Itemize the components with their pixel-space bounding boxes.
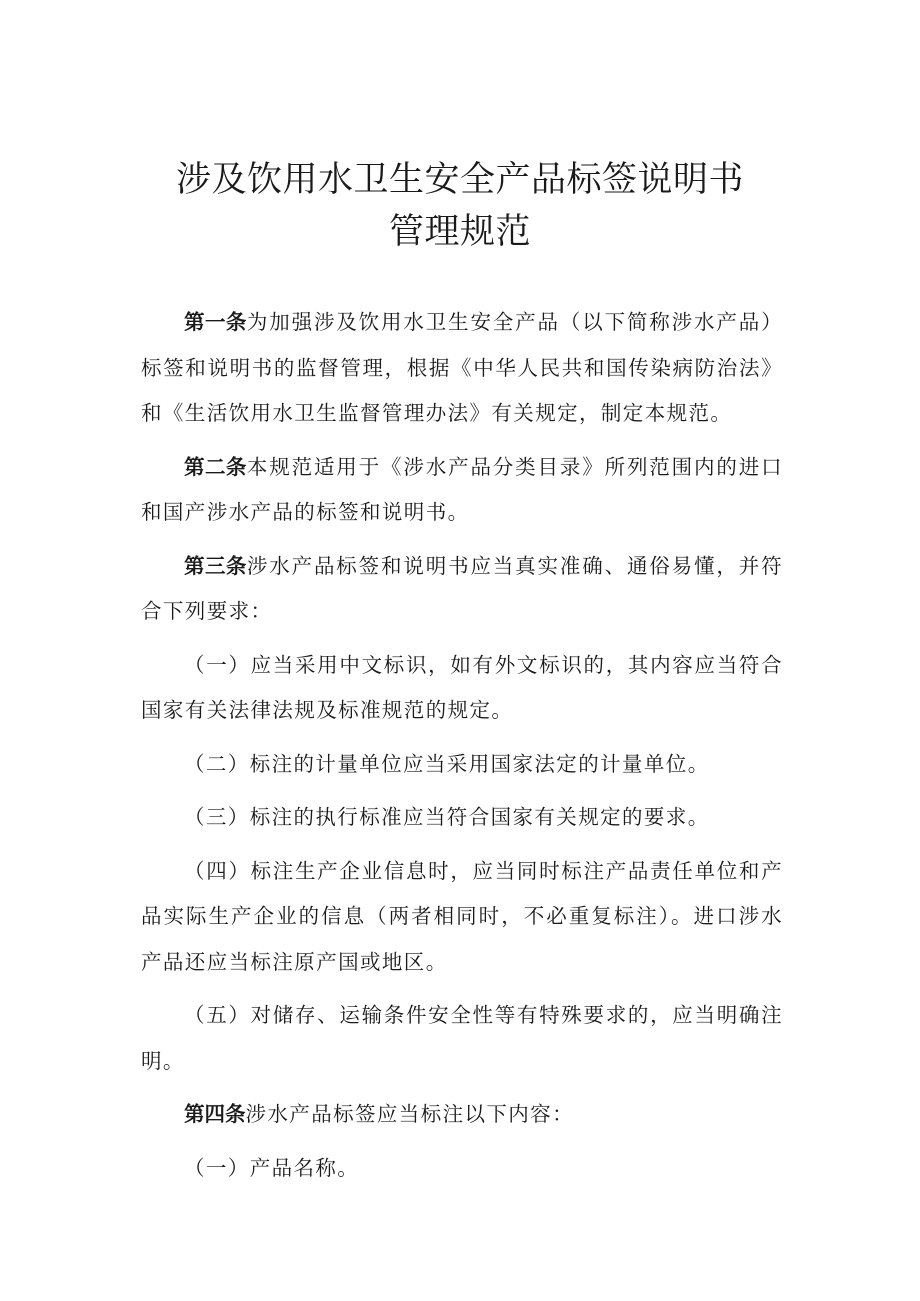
article-4-item-1: [141, 1146, 783, 1192]
article-4: [141, 1092, 783, 1138]
article-3-item-3: [141, 795, 783, 841]
article-text: 本规范适用于《涉水产品分类目录》所列范围内的进口和国产涉水产品的标签和说明书。: [141, 454, 783, 524]
document-title-line2: 管理规范: [388, 212, 531, 252]
document-title-line1: 涉及饮用水卫生安全产品标签说明书: [175, 160, 744, 200]
article-1: [141, 300, 783, 437]
article-3-item-2: [141, 742, 783, 788]
article-3-item-5: [141, 993, 783, 1084]
item-text: （一）应当采用中文标识，如有外文标识的，其内容应当符合国家有关法律法规及标准规范的规定。: [141, 652, 783, 722]
article-label: 第三条: [184, 553, 247, 578]
article-text: 为加强涉及饮用水卫生安全产品（以下简称涉水产品）标签和说明书的监督管理，根据《中华人民共和国传染病防治法》和《生活饮用水卫生监督管理办法》有关规定，制定本规范。: [141, 310, 783, 425]
document-body: [141, 300, 783, 1199]
article-3-item-4: [141, 849, 783, 986]
article-3: [141, 544, 783, 635]
item-text: （三）标注的执行标准应当符合国家有关规定的要求。: [184, 805, 710, 829]
article-label: 第一条: [184, 310, 247, 334]
article-text: 涉水产品标签和说明书应当真实准确、通俗易懂，并符合下列要求：: [141, 553, 783, 623]
item-text: （二）标注的计量单位应当采用国家法定的计量单位。: [184, 751, 710, 776]
article-label: 第二条: [184, 454, 247, 479]
article-3-item-1: [141, 643, 783, 734]
item-text: （一）产品名称。: [184, 1155, 360, 1180]
article-2: [141, 445, 783, 536]
article-text: 涉水产品标签应当标注以下内容：: [245, 1102, 574, 1126]
item-text: （四）标注生产企业信息时，应当同时标注产品责任单位和产品实际生产企业的信息（两者相同时，不必重复标注）。进口涉水产品还应当标注原产国或地区。: [141, 858, 783, 974]
article-label: 第四条: [184, 1102, 246, 1126]
item-text: （五）对储存、运输条件安全性等有特殊要求的，应当明确注明。: [141, 1003, 783, 1073]
